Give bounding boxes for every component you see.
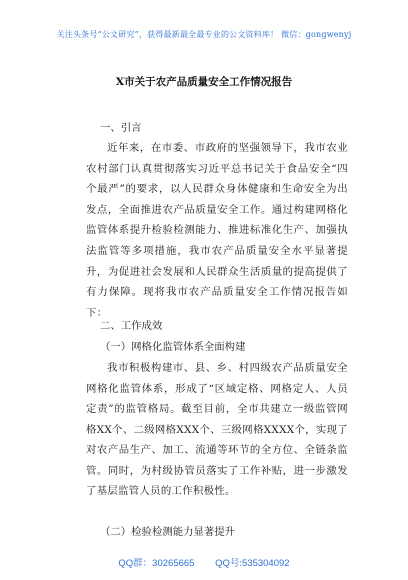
intro-paragraph: 近年来，在市委、市政府的坚强领导下，我市农业农村部门认真贯彻落实习近平总书记关于食品安全“四个最严”的要求，以人民群众身体健康和生命安全为出发点，全面推进农产品质量安全工作。通过构建网格化监管体系提升检验检测能力、推进标准化生产、加强执法监管等多项措施，我市农产品质量安全水平显著提升，为促进社会发展和人民群众生活质量的提高提供了有力保障。现将我市农产品质量安全工作情况报告如下：	[86, 142, 348, 319]
section-heading-intro: 一、引言	[100, 122, 142, 134]
document-title: X市关于农产品质量安全工作情况报告	[115, 76, 293, 88]
promo-banner: 关注头条号“公文研究”，获得最新最全最专业的公文资料库！ 微信：gongwenyj	[56, 30, 352, 39]
subsection-heading-testing: （二）检验检测能力显著提升	[100, 526, 236, 538]
qq-group-text: QQ群：30265665	[118, 558, 195, 569]
grid-paragraph: 我市积极构建市、县、乡、村四级农产品质量安全网格化监管体系，形成了“区域定格、网格定人、人员定责”的监管格局。截至目前，全市共建立一级监管网格XX个、二级网格XXX个、三级网格XXXX个，实现了对农产品生产、加工、流通等环节的全方位、全链条监管。同时，为村级协管员落实了工作补贴，进一步激发了基层监管人员的工作积极性。	[86, 362, 348, 497]
subsection-heading-grid: （一）网格化监管体系全面构建	[100, 341, 246, 353]
contact-footer	[0, 555, 408, 569]
section-heading-results: 二、工作成效	[100, 320, 163, 332]
qq-number-text: QQ号:535304092	[215, 558, 290, 569]
